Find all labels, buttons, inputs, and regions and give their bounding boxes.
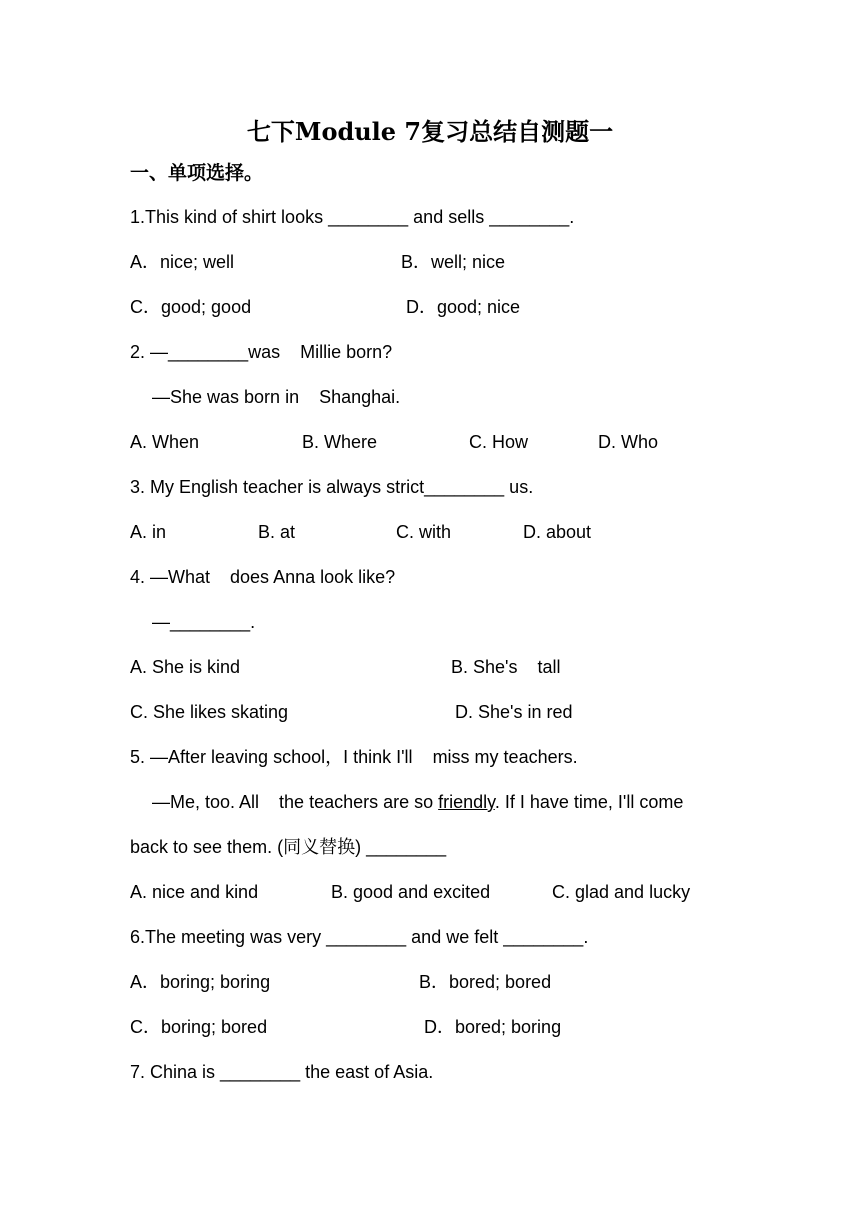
question-6-option-b: B．bored; bored (419, 972, 552, 992)
question-1-option-a: A．nice; well (130, 252, 235, 272)
question-2-stem: 2. —________was Millie born? (130, 342, 393, 362)
question-3-option-a: A. in (130, 522, 167, 542)
question-1-option-b: B．well; nice (401, 252, 506, 272)
page-title: 七下Module 7复习总结自测题一 (246, 117, 614, 146)
question-5-reply-start: —Me, too. All the teachers are so (152, 792, 439, 812)
question-3-option-b: B. at (258, 522, 296, 542)
question-5-reply (152, 790, 683, 814)
section-heading: 一、单项选择。 (130, 162, 264, 184)
question-1-option-d: D．good; nice (406, 297, 521, 317)
question-7-stem: 7. China is ________ the east of Asia. (130, 1062, 434, 1082)
question-2-option-a: A. When (130, 432, 200, 452)
question-1-stem: 1.This kind of shirt looks ________ and sells ________. (130, 207, 575, 227)
question-3-option-d: D. about (523, 522, 592, 542)
question-2-reply: —She was born in Shanghai. (152, 387, 401, 407)
question-5-option-c: C. glad and lucky (552, 882, 691, 902)
question-2-option-c: C. How (469, 432, 529, 452)
question-4-reply: —________. (152, 612, 256, 632)
question-4-option-a: A. She is kind (130, 657, 241, 677)
question-6-option-a: A．boring; boring (130, 972, 271, 992)
question-6-option-d: D．bored; boring (424, 1017, 562, 1037)
question-2-option-b: B. Where (302, 432, 378, 452)
question-4-option-c: C. She likes skating (130, 702, 289, 722)
question-5-stem: 5. —After leaving school，I think I'll miss my teachers. (130, 747, 578, 767)
question-4-option-d: D. She's in red (455, 702, 573, 722)
question-4-option-b: B. She's tall (451, 657, 561, 677)
question-6-option-c: C．boring; bored (130, 1017, 268, 1037)
question-5-reply-end: . If I have time, I'll come (494, 792, 684, 812)
question-5-option-a: A. nice and kind (130, 882, 259, 902)
question-3-option-c: C. with (396, 522, 452, 542)
question-1-option-c: C．good; good (130, 297, 252, 317)
question-4-stem: 4. —What does Anna look like? (130, 567, 396, 587)
question-5-option-b: B. good and excited (331, 882, 491, 902)
question-5-continuation: back to see them. (同义替换) ________ (130, 837, 447, 857)
question-6-stem: 6.The meeting was very ________ and we felt ________. (130, 927, 589, 947)
underlined-word: friendly (438, 792, 495, 812)
question-3-stem: 3. My English teacher is always strict________ us. (130, 477, 534, 497)
question-2-option-d: D. Who (598, 432, 659, 452)
